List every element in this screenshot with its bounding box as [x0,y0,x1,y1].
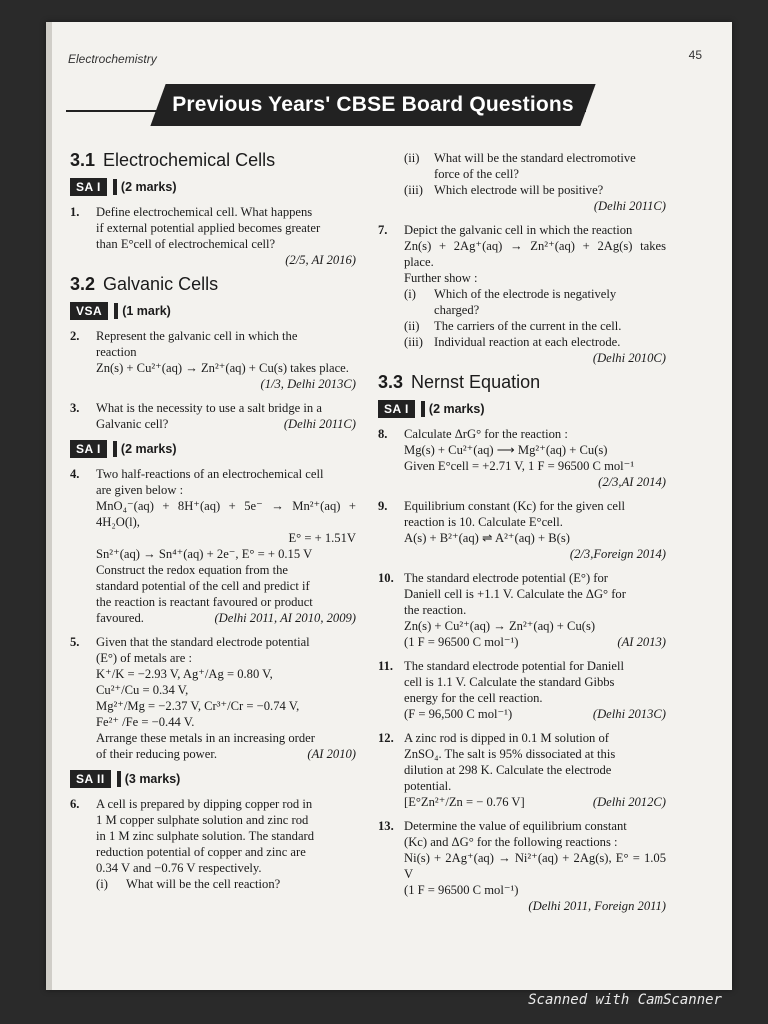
section-heading: 3.1 Electrochemical Cells [70,150,276,170]
question-item: 6. A cell is prepared by dipping copper rod in 1 M copper sulphate solution and zinc rod in 1 M zinc sulphate solution. The standard reduction potential of copper and zinc are 0.34 V and −0.76 V respectively. (i) What will be the cell reaction? [70,797,315,891]
question-item: 13. Determine the value of equilibrium constant (Kc) and ΔG° for the following reactions : Ni(s) + 2Ag⁺(aq) → Ni²⁺(aq) + 2Ag(s), E° = 1.05 V (1 F = 96500 C mol⁻¹) (Delhi 2011, Foreign 2011) [378,819,666,913]
right-column [378,150,666,922]
question-source: (2/3,Foreign 2014) [569,547,666,561]
section-heading: 3.2 Galvanic Cells [70,274,219,294]
question-item: 8. Calculate ΔrG° for the reaction : Mg(s) + Cu²⁺(aq) ⟶ Mg²⁺(aq) + Cu(s) Given E°cell = +2.71 V, 1 F = 96500 C mol⁻¹ (2/3,AI 2014) [378,427,666,489]
section-heading: 3.3 Nernst Equation [378,372,541,392]
question-source: (AI 2013) [617,635,666,649]
marks-tag: SA I (2 marks) [70,440,356,458]
running-head: Electrochemistry [68,52,157,66]
banner-title: Previous Years' CBSE Board Questions [172,93,574,116]
question-item: 2. Represent the galvanic cell in which the reaction Zn(s) + Cu²⁺(aq) → Zn²⁺(aq) + Cu(s) takes place. (1/3, Delhi 2013C) [70,329,356,391]
page-number: 45 [688,48,702,62]
question-source: (1/3, Delhi 2013C) [260,377,356,391]
marks-tag: SA I (2 marks) [70,178,356,196]
left-column [70,150,356,900]
question-item-continued: (ii) What will be the standard electromotive force of the cell? (iii) Which electrode will be positive? (Delhi 2011C) [404,151,666,213]
question-item: 3. What is the necessity to use a salt bridge in a Galvanic cell? (Delhi 2011C) [70,401,356,431]
page-binding-edge [46,22,52,990]
question-item: 7. Depict the galvanic cell in which the reaction Zn(s) + 2Ag⁺(aq) → Zn²⁺(aq) + 2Ag(s) takes place. Further show : (i) Which of the electrode is negatively charged? (ii) The carriers of the current in the cell. (iii) Individual reaction at each electrode. (Delhi 2010C) [378,223,666,365]
marks-tag: SA II (3 marks) [70,770,356,788]
question-source: (Delhi 2010C) [592,351,666,365]
question-source: (Delhi 2011C) [283,417,356,431]
marks-tag: VSA (1 mark) [70,302,356,320]
question-item: 1. Define electrochemical cell. What happens if external potential applied becomes greater than E°cell of electrochemical cell? (2/5, AI 2016) [70,205,356,267]
question-item: 4. Two half-reactions of an electrochemical cell are given below : MnO₄⁻(aq) + 8H⁺(aq) + 5e⁻ → Mn²⁺(aq) + 4H₂O(l), E° = + 1.51V Sn²⁺(aq) → Sn⁴⁺(aq) + 2e⁻, E° = + 0.15 V Construct the redox equation from the standard potential of the cell and predict if the reaction is reactant favoured or product favoured. (Delhi 2011, AI 2010, 2009) [70,467,356,625]
question-source: (AI 2010) [307,747,356,761]
question-item: 5. Given that the standard electrode potential (E°) of metals are : K⁺/K = −2.93 V, Ag⁺/Ag = 0.80 V, Cu²⁺/Cu = 0.34 V, Mg²⁺/Mg = −2.37 V, Cr³⁺/Cr = −0.74 V, Fe²⁺ /Fe = −0.44 V. Arrange these metals in an increasing order of their reducing power. (AI 2010) [70,635,356,761]
question-source: (2/3,AI 2014) [598,475,666,489]
question-source: (Delhi 2011, Foreign 2011) [528,899,666,913]
question-item: 12. A zinc rod is dipped in 0.1 M solution of ZnSO₄. The salt is 95% dissociated at this dilution at 298 K. Calculate the electrode potential. [E°Zn²⁺/Zn = − 0.76 V] (Delhi 2012C) [378,731,666,809]
scanner-watermark: Scanned with CamScanner [528,992,722,1008]
question-source: (Delhi 2013C) [592,707,666,721]
question-source: (2/5, AI 2016) [285,253,356,267]
question-item: 9. Equilibrium constant (Kc) for the given cell reaction is 10. Calculate E°cell. A(s) + B²⁺(aq) ⇌ A²⁺(aq) + B(s) (2/3,Foreign 2014) [378,499,666,561]
question-source: (Delhi 2011, AI 2010, 2009) [214,611,356,625]
question-item: 11. The standard electrode potential for Daniell cell is 1.1 V. Calculate the standard Gibbs energy for the cell reaction. (F = 96,500 C mol⁻¹) (Delhi 2013C) [378,659,666,721]
textbook-page [46,22,732,990]
question-item: 10. The standard electrode potential (E°) for Daniell cell is +1.1 V. Calculate the ΔG° for the reaction. Zn(s) + Cu²⁺(aq) → Zn²⁺(aq) + Cu(s) (1 F = 96500 C mol⁻¹) (AI 2013) [378,571,666,649]
question-source: (Delhi 2012C) [592,795,666,809]
question-source: (Delhi 2011C) [593,199,666,213]
marks-tag: SA I (2 marks) [378,400,666,418]
